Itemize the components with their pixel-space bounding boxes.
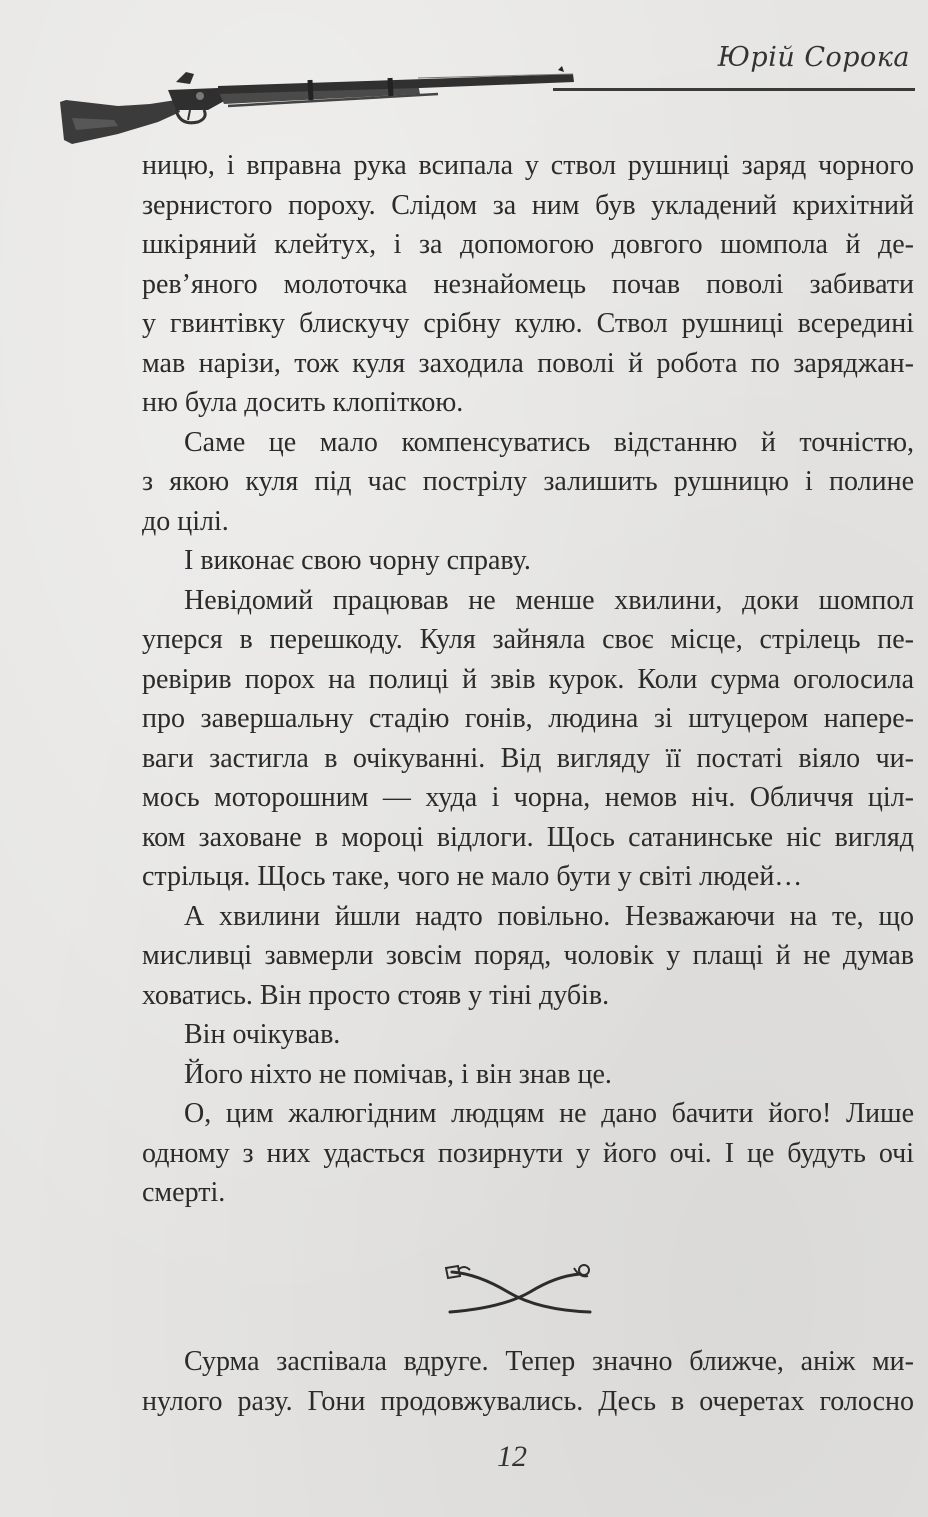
text-line: І виконає свою чорну справу. — [184, 545, 531, 576]
paragraph — [142, 897, 914, 1016]
paragraph — [142, 1342, 914, 1421]
header-rule — [553, 88, 915, 91]
text-line: ваги застигла в очікуванні. Від вигляду її постаті віяло чи- — [142, 742, 914, 774]
text-line: ницю, і вправна рука всипала у ствол рушниці заряд чорного — [142, 150, 914, 181]
text-line: нулого разу. Гони продовжувались. Десь в очеретах голосно — [142, 1385, 914, 1417]
text-line: Сурма заспівала вдруге. Тепер значно ближче, аніж ми- — [184, 1346, 914, 1377]
text-line: ком заховане в мороці відлоги. Щось сатанинське ніс вигляд — [142, 821, 914, 853]
text-line: уперся в перешкоду. Куля зайняла своє місце, стрілець пе- — [142, 624, 914, 655]
body-text-bottom — [142, 1342, 914, 1421]
text-line: ню була досить клопіткою. — [142, 387, 464, 418]
text-line: про завершальну стадію гонів, людина зі штуцером напере- — [142, 703, 914, 734]
text-line: Він очікував. — [184, 1019, 341, 1050]
paragraph — [142, 541, 914, 581]
text-line: одному з них удасться позирнути у його очі. І це будуть очі — [142, 1137, 914, 1169]
text-line: Його ніхто не помічав, і він знав це. — [184, 1058, 612, 1090]
text-line: з якою куля під час пострілу залишить рушницю і полине — [142, 466, 914, 497]
text-line: зернистого пороху. Слідом за ним був укладений крихітний — [142, 189, 914, 221]
text-line: стрільця. Щось таке, чого не мало бути у світі людей… — [142, 861, 803, 892]
paragraph — [142, 1094, 914, 1213]
paragraph — [142, 581, 914, 897]
text-line: ревірив порох на полиці й звів курок. Коли сурма оголосила — [142, 663, 914, 695]
crossed-sabres-icon — [438, 1262, 600, 1320]
paragraph — [142, 1055, 914, 1095]
paragraph — [142, 1015, 914, 1055]
flintlock-rifle-icon — [58, 60, 578, 150]
running-head-author: Юрій Сорока — [717, 42, 910, 73]
text-line: мось моторошним — худа і чорна, немов ніч. Обличчя ціл- — [142, 782, 914, 813]
paragraph — [142, 423, 914, 542]
text-line: шкіряний клейтух, і за допомогою довгого шомпола й де- — [142, 229, 914, 260]
text-line: у гвинтівку блискучу срібну кулю. Ствол рушниці всередині — [142, 308, 914, 339]
text-line: Саме це мало компенсуватись відстанню й точністю, — [184, 426, 914, 458]
text-line: смерті. — [142, 1177, 226, 1208]
text-line: Невідомий працював не менше хвилини, доки шомпол — [184, 584, 914, 616]
text-line: до цілі. — [142, 505, 229, 537]
text-line: ховатись. Він просто стояв у тіні дубів. — [142, 979, 610, 1011]
text-line: мисливці завмерли зовсім поряд, чоловік у плащі й не думав — [142, 940, 914, 971]
text-line: А хвилини йшли надто повільно. Незважаючи на те, що — [184, 900, 914, 932]
text-line: О, цим жалюгідним людцям не дано бачити його! Лише — [184, 1098, 914, 1129]
text-line: мав нарізи, тож куля заходила поволі й робота по заряджан- — [142, 347, 914, 379]
text-line: рев’яного молоточка незнайомець почав поволі забивати — [142, 268, 914, 300]
body-text-top — [142, 146, 914, 1213]
paragraph — [142, 146, 914, 423]
page-number: 12 — [497, 1440, 527, 1473]
